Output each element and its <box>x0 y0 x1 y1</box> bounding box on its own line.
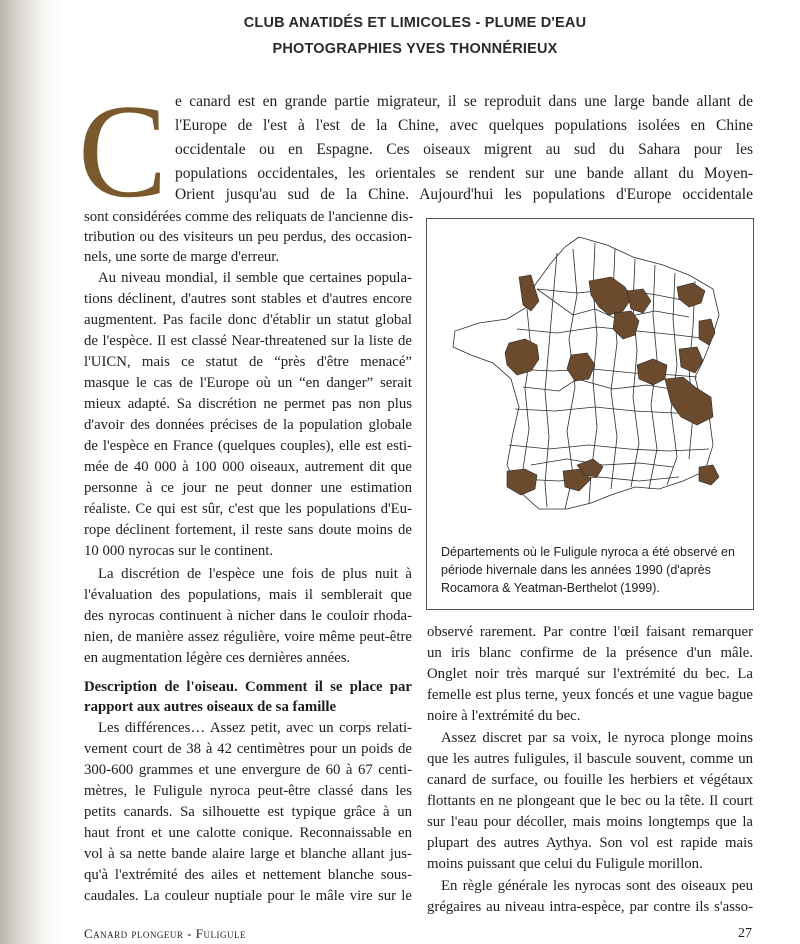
body-line: personne à ce jour ne peut donner une estimation <box>84 480 412 496</box>
body-line: 300-600 grammes et une envergure de 60 à 67 centi- <box>84 762 412 778</box>
body-line: observé rarement. Par contre l'œil faisant remarquer <box>427 624 753 640</box>
body-line: caudales. La couleur nuptiale pour le mâle vire sur le <box>84 888 412 904</box>
body-line: nien, de manière assez régulière, voire même peut-être <box>84 629 412 645</box>
page-number: 27 <box>738 926 752 941</box>
body-line: rope déclinent fortement, il reste sans doute moins de <box>84 522 412 538</box>
body-line: vol à sa nette bande alaire large et blanche allant jus- <box>84 846 412 862</box>
body-line: de l'espèce. Il est classé Near-threatened sur la liste de <box>84 333 412 349</box>
region-marked <box>679 347 703 373</box>
body-line: l'UICN, mais ce statut de “près d'être menacé” <box>84 354 412 370</box>
intro-line: Orient jusqu'au sud de la Chine. Aujourd'hui les populations d'Europe occidentale <box>175 186 753 203</box>
region-marked <box>519 275 539 311</box>
body-line: moins puissant que celui du Fuligule morillon. <box>427 856 703 872</box>
region-marked <box>637 359 667 385</box>
drop-cap: C <box>78 77 168 225</box>
body-line: de l'espèce en France (quelques couples), elle est esti- <box>84 438 412 454</box>
body-line: flottants en ne plongeant que le bec ou la tête. Il court <box>427 793 753 809</box>
region-marked <box>567 353 595 381</box>
body-line: mée de 40 000 à 100 000 oiseaux, autrement dit que <box>84 459 412 475</box>
body-line: des nyrocas continuent à nicher dans le couloir rhoda- <box>84 608 412 624</box>
map-figure <box>426 218 754 610</box>
body-line: femelle est plus terne, yeux foncés et une vague bague <box>427 687 753 703</box>
region-marked <box>699 465 719 485</box>
intro-line: e canard est en grande partie migrateur, il se reproduit dans une large bande allant de <box>175 93 753 110</box>
body-line: en augmentation légère ces dernières années. <box>84 650 351 666</box>
body-line: noire à l'extrémité du bec. <box>427 708 581 724</box>
body-line: vement court de 38 à 42 centimètres pour un poids de <box>84 741 412 757</box>
region-marked <box>699 319 715 345</box>
body-line: Au niveau mondial, il semble que certaines popula- <box>98 270 412 286</box>
body-line: Onglet noir très marqué sur l'extrémité du bec. La <box>427 666 753 682</box>
body-line: d'avoir des données précises de la population globale <box>84 417 412 433</box>
header-photographer-line: PHOTOGRAPHIES YVES THONNÉRIEUX <box>272 41 558 57</box>
region-marked <box>505 339 539 375</box>
body-line: mieux adapté. Sa discrétion ne permet pas non plus <box>84 396 412 412</box>
intro-line: occidentale ou en Espagne. Ces oiseaux migrent au sud du Sahara pour les <box>175 141 753 158</box>
body-line: sont considérées comme des reliquats de l'ancienne dis- <box>84 209 414 225</box>
body-line: plupart des autres Aythya. Son vol est rapide mais <box>427 835 753 851</box>
body-line: augmentent. Pas facile donc d'établir un statut global <box>84 312 412 328</box>
body-line: En règle générale les nyrocas sont des oiseaux peu <box>441 878 753 894</box>
intro-line: l'Europe de l'est à l'est de la Chine, avec quelques populations isolées en Chine <box>175 117 753 134</box>
running-footer: Canard plongeur - Fuligule <box>84 926 246 941</box>
body-line: masque le cas de l'Europe où un “en danger” serait <box>84 375 412 391</box>
france-departments-map <box>427 219 753 539</box>
body-line: un iris blanc confirme de la présence d'un mâle. <box>427 645 753 661</box>
body-line: qu'à l'extrémité des ailes et nettement blanche sous- <box>84 867 412 883</box>
map-caption: Départements où le Fuligule nyroca a été observé en période hivernale dans les années 1990 (d'après Rocamora & Yeatman-Berthelot (1999). <box>441 545 735 595</box>
body-line: mètres, le Fuligule nyroca peut-être classé dans les <box>84 783 412 799</box>
body-line: La discrétion de l'espèce une fois de plus nuit à <box>98 566 412 582</box>
body-line: l'évaluation des populations, mais il semblerait que <box>84 587 412 603</box>
body-line: réaliste. Ce qui est sûr, c'est que les populations d'Eu- <box>84 501 412 517</box>
body-line: grégaires au niveau intra-espèce, par contre ils s'asso- <box>427 899 753 915</box>
body-line: petits canards. Sa silhouette est typique grâce à un <box>84 804 412 820</box>
body-line: tions déclinent, d'autres sont stables et d'autres encore <box>84 291 412 307</box>
region-marked <box>507 469 537 495</box>
section-heading-line: Description de l'oiseau. Comment il se place par <box>84 679 412 695</box>
region-marked <box>677 283 705 307</box>
body-line: haut front et une calotte conique. Reconnaissable en <box>84 825 412 841</box>
body-line: sur l'eau pour décoller, mais moins longtemps que la <box>427 814 753 830</box>
page-binding-shadow <box>0 0 62 944</box>
region-marked <box>627 289 651 313</box>
body-line: que les autres fuligules, il bascule souvent, comme un <box>427 751 753 767</box>
body-line: nels, une sorte de marge d'erreur. <box>84 249 280 265</box>
section-heading-line: rapport aux autres oiseaux de sa famille <box>84 699 337 715</box>
body-line: Assez discret par sa voix, le nyroca plonge moins <box>441 730 753 746</box>
header-club-line: CLUB ANATIDÉS ET LIMICOLES - PLUME D'EAU <box>243 15 587 31</box>
body-line: Les différences… Assez petit, avec un corps relati- <box>98 720 412 736</box>
intro-line: populations occidentales, les orientales se rendent sur une bande allant du Moyen- <box>175 165 753 182</box>
body-line: 10 000 nyrocas sur le continent. <box>84 543 274 559</box>
body-line: tribution ou des visiteurs un peu perdus, des occasion- <box>84 229 412 245</box>
body-line: canard de surface, ou fouille les herbiers et végétaux <box>427 772 753 788</box>
